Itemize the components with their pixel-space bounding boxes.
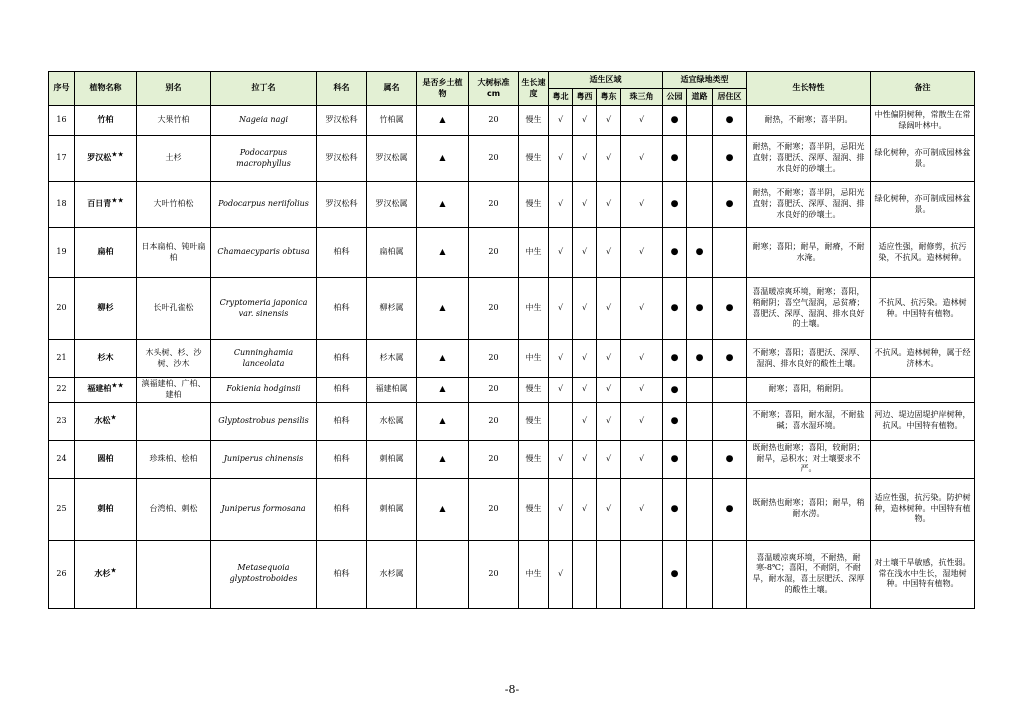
cell-growth: 慢生 xyxy=(519,440,549,478)
cell-green-park: ● xyxy=(663,478,687,540)
cell-region-north: √ xyxy=(549,278,573,340)
cell-no: 19 xyxy=(49,228,75,278)
cell-growth: 慢生 xyxy=(519,182,549,228)
cell-spec: 20 xyxy=(469,136,519,182)
table-row xyxy=(49,540,975,608)
cell-traits: 喜温暖凉爽环境，耐寒；喜阳，稍耐阴；喜空气湿润，忌贫瘠；喜肥沃、深厚、湿润、排水良好的土壤。 xyxy=(747,278,871,340)
col-no: 序号 xyxy=(49,72,75,106)
cell-region-east: √ xyxy=(597,440,621,478)
cell-no: 21 xyxy=(49,340,75,378)
cell-region-west: √ xyxy=(573,182,597,228)
col-name: 植物名称 xyxy=(75,72,137,106)
cell-latin: Podocarpus neriifolius xyxy=(211,182,317,228)
cell-region-west xyxy=(573,540,597,608)
cell-region-north: √ xyxy=(549,106,573,136)
cell-native: ▲ xyxy=(417,402,469,440)
col-green-road: 道路 xyxy=(687,89,713,106)
cell-region-north: √ xyxy=(549,440,573,478)
cell-growth: 中生 xyxy=(519,278,549,340)
table-row xyxy=(49,402,975,440)
cell-green-residential xyxy=(713,228,747,278)
plant-name: 百日青 xyxy=(87,199,112,209)
cell-green-road xyxy=(687,440,713,478)
cell-notes: 适应性强，耐修剪，抗污染，不抗风。造林树种。 xyxy=(871,228,975,278)
table-row xyxy=(49,440,975,478)
cell-green-road xyxy=(687,540,713,608)
cell-notes: 河边、堤边固堤护岸树种，抗风。中国特有植物。 xyxy=(871,402,975,440)
cell-spec: 20 xyxy=(469,478,519,540)
cell-region-prd: √ xyxy=(621,278,663,340)
cell-genus: 竹柏属 xyxy=(367,106,417,136)
cell-region-prd: √ xyxy=(621,440,663,478)
cell-green-residential xyxy=(713,402,747,440)
cell-alias: 台湾柏、刺松 xyxy=(137,478,211,540)
cell-family: 柏科 xyxy=(317,378,367,403)
cell-no: 20 xyxy=(49,278,75,340)
cell-notes: 适应性强，抗污染。防护树种，造林树种。中国特有植物。 xyxy=(871,478,975,540)
col-region-north: 粤北 xyxy=(549,89,573,106)
cell-no: 18 xyxy=(49,182,75,228)
protection-star-icon: ★ xyxy=(110,566,117,575)
cell-green-residential: ● xyxy=(713,440,747,478)
cell-growth: 慢生 xyxy=(519,478,549,540)
cell-green-road xyxy=(687,402,713,440)
plant-name: 扁柏 xyxy=(97,247,114,257)
cell-growth: 慢生 xyxy=(519,106,549,136)
cell-latin: Fokienia hodginsii xyxy=(211,378,317,403)
plant-table xyxy=(48,71,975,609)
table-row xyxy=(49,182,975,228)
table-row xyxy=(49,106,975,136)
cell-no: 23 xyxy=(49,402,75,440)
plant-name: 福建柏 xyxy=(87,384,112,394)
cell-notes xyxy=(871,378,975,403)
protection-star-icon: ★ xyxy=(110,413,117,422)
cell-native xyxy=(417,540,469,608)
cell-notes: 不抗风。造林树种，属于经济林木。 xyxy=(871,340,975,378)
col-region-west: 粤西 xyxy=(573,89,597,106)
cell-notes: 不抗风、抗污染。造林树种。中国特有植物。 xyxy=(871,278,975,340)
cell-growth: 慢生 xyxy=(519,378,549,403)
protection-star-icon: ★★ xyxy=(111,196,124,205)
plant-name: 水松 xyxy=(94,415,111,425)
cell-family: 柏科 xyxy=(317,540,367,608)
cell-region-west: √ xyxy=(573,478,597,540)
cell-growth: 中生 xyxy=(519,340,549,378)
cell-green-park: ● xyxy=(663,440,687,478)
cell-genus: 福建柏属 xyxy=(367,378,417,403)
cell-genus: 扁柏属 xyxy=(367,228,417,278)
table-row xyxy=(49,378,975,403)
col-genus: 属名 xyxy=(367,72,417,106)
cell-region-north: √ xyxy=(549,478,573,540)
cell-region-west: √ xyxy=(573,378,597,403)
cell-region-west: √ xyxy=(573,440,597,478)
cell-family: 罗汉松科 xyxy=(317,136,367,182)
cell-green-park: ● xyxy=(663,540,687,608)
cell-family: 柏科 xyxy=(317,478,367,540)
cell-alias xyxy=(137,402,211,440)
cell-alias: 土杉 xyxy=(137,136,211,182)
cell-growth: 慢生 xyxy=(519,402,549,440)
cell-alias: 大果竹柏 xyxy=(137,106,211,136)
cell-region-prd: √ xyxy=(621,402,663,440)
cell-native: ▲ xyxy=(417,378,469,403)
cell-alias xyxy=(137,540,211,608)
page-number: -8- xyxy=(504,683,520,696)
cell-latin: Cryptomeria japonica var. sinensis xyxy=(211,278,317,340)
plant-name: 刺柏 xyxy=(97,503,114,513)
cell-traits: 不耐寒；喜阳；喜肥沃、深厚、湿润、排水良好的酸性土壤。 xyxy=(747,340,871,378)
table-row xyxy=(49,228,975,278)
cell-green-residential xyxy=(713,540,747,608)
cell-traits: 耐热，不耐寒；喜半阴。 xyxy=(747,106,871,136)
col-notes: 备注 xyxy=(871,72,975,106)
cell-latin: Juniperus chinensis xyxy=(211,440,317,478)
plant-name: 罗汉松 xyxy=(87,153,112,163)
cell-spec: 20 xyxy=(469,378,519,403)
col-latin: 拉丁名 xyxy=(211,72,317,106)
cell-green-residential: ● xyxy=(713,136,747,182)
cell-region-prd xyxy=(621,540,663,608)
cell-green-residential: ● xyxy=(713,478,747,540)
cell-green-road: ● xyxy=(687,278,713,340)
cell-traits: 既耐热也耐寒；喜阳；耐旱，稍耐水涝。 xyxy=(747,478,871,540)
cell-name xyxy=(75,402,137,440)
cell-family: 柏科 xyxy=(317,402,367,440)
cell-name xyxy=(75,106,137,136)
cell-latin: Cunninghamia lanceolata xyxy=(211,340,317,378)
cell-region-prd: √ xyxy=(621,478,663,540)
cell-region-prd: √ xyxy=(621,106,663,136)
cell-latin: Chamaecyparis obtusa xyxy=(211,228,317,278)
cell-green-park: ● xyxy=(663,278,687,340)
cell-family: 柏科 xyxy=(317,278,367,340)
cell-native: ▲ xyxy=(417,278,469,340)
cell-green-road: ● xyxy=(687,228,713,278)
col-green-residential: 居住区 xyxy=(713,89,747,106)
cell-spec: 20 xyxy=(469,106,519,136)
cell-region-west: √ xyxy=(573,278,597,340)
plant-table-sheet xyxy=(48,71,974,609)
cell-alias: 滇福建柏、广柏、建柏 xyxy=(137,378,211,403)
cell-name xyxy=(75,136,137,182)
cell-spec: 20 xyxy=(469,228,519,278)
plant-name: 竹柏 xyxy=(97,115,114,125)
cell-genus: 柳杉属 xyxy=(367,278,417,340)
cell-no: 17 xyxy=(49,136,75,182)
col-traits: 生长特性 xyxy=(747,72,871,106)
cell-region-east: √ xyxy=(597,278,621,340)
cell-growth: 中生 xyxy=(519,228,549,278)
cell-green-park: ● xyxy=(663,340,687,378)
cell-alias: 长叶孔雀松 xyxy=(137,278,211,340)
plant-name: 柳杉 xyxy=(97,303,114,313)
cell-region-east: √ xyxy=(597,378,621,403)
cell-spec: 20 xyxy=(469,540,519,608)
cell-green-park: ● xyxy=(663,402,687,440)
col-spec: 大树标准cm xyxy=(469,72,519,106)
cell-name xyxy=(75,440,137,478)
cell-region-east xyxy=(597,540,621,608)
plant-name: 圆柏 xyxy=(97,453,114,463)
cell-native: ▲ xyxy=(417,182,469,228)
cell-alias: 珍珠柏、桧柏 xyxy=(137,440,211,478)
cell-native: ▲ xyxy=(417,440,469,478)
cell-traits: 不耐寒；喜阳，耐水湿，不耐盐碱；喜水湿环境。 xyxy=(747,402,871,440)
cell-region-north: √ xyxy=(549,182,573,228)
cell-name xyxy=(75,478,137,540)
cell-traits: 耐寒；喜阳；耐旱，耐瘠，不耐水淹。 xyxy=(747,228,871,278)
cell-family: 柏科 xyxy=(317,340,367,378)
cell-region-east: √ xyxy=(597,136,621,182)
cell-green-park: ● xyxy=(663,136,687,182)
cell-region-west: √ xyxy=(573,136,597,182)
cell-green-road xyxy=(687,136,713,182)
cell-growth: 慢生 xyxy=(519,136,549,182)
cell-green-residential: ● xyxy=(713,182,747,228)
cell-native: ▲ xyxy=(417,106,469,136)
cell-region-east: √ xyxy=(597,402,621,440)
cell-region-north: √ xyxy=(549,378,573,403)
cell-notes: 对土壤干旱敏感，抗性弱。常在浅水中生长，湿地树种。中国特有植物。 xyxy=(871,540,975,608)
col-region-prd: 珠三角 xyxy=(621,89,663,106)
cell-genus: 杉木属 xyxy=(367,340,417,378)
table-row xyxy=(49,340,975,378)
cell-notes: 中性偏阴树种，常散生在常绿阔叶林中。 xyxy=(871,106,975,136)
cell-region-east: √ xyxy=(597,182,621,228)
cell-region-north: √ xyxy=(549,136,573,182)
cell-spec: 20 xyxy=(469,340,519,378)
cell-genus: 水杉属 xyxy=(367,540,417,608)
cell-green-road xyxy=(687,182,713,228)
cell-region-prd: √ xyxy=(621,182,663,228)
header-row-1 xyxy=(49,72,975,89)
cell-name xyxy=(75,378,137,403)
cell-no: 22 xyxy=(49,378,75,403)
cell-no: 24 xyxy=(49,440,75,478)
cell-latin: Glyptostrobus pensilis xyxy=(211,402,317,440)
cell-notes xyxy=(871,440,975,478)
col-green-park: 公园 xyxy=(663,89,687,106)
cell-green-residential: ● xyxy=(713,340,747,378)
cell-traits: 耐热，不耐寒；喜半阴，忌阳光直射；喜肥沃、深厚、湿润、排水良好的砂壤土。 xyxy=(747,136,871,182)
col-family: 科名 xyxy=(317,72,367,106)
cell-spec: 20 xyxy=(469,440,519,478)
cell-latin: Juniperus formosana xyxy=(211,478,317,540)
cell-green-road xyxy=(687,478,713,540)
cell-spec: 20 xyxy=(469,402,519,440)
cell-region-prd: √ xyxy=(621,136,663,182)
table-row xyxy=(49,478,975,540)
cell-latin: Podocarpus macrophyllus xyxy=(211,136,317,182)
cell-latin: Metasequoia glyptostroboides xyxy=(211,540,317,608)
cell-family: 柏科 xyxy=(317,440,367,478)
plant-name: 杉木 xyxy=(97,353,114,363)
cell-latin: Nageia nagi xyxy=(211,106,317,136)
cell-green-road xyxy=(687,378,713,403)
cell-region-east: √ xyxy=(597,340,621,378)
cell-region-east: √ xyxy=(597,106,621,136)
cell-green-park: ● xyxy=(663,378,687,403)
col-region-east: 粤东 xyxy=(597,89,621,106)
cell-genus: 罗汉松属 xyxy=(367,182,417,228)
cell-region-north: √ xyxy=(549,540,573,608)
table-row xyxy=(49,136,975,182)
cell-green-park: ● xyxy=(663,182,687,228)
cell-genus: 刺柏属 xyxy=(367,440,417,478)
cell-region-west: √ xyxy=(573,228,597,278)
cell-family: 柏科 xyxy=(317,228,367,278)
protection-star-icon: ★★ xyxy=(111,150,124,159)
cell-no: 26 xyxy=(49,540,75,608)
cell-region-prd: √ xyxy=(621,228,663,278)
cell-green-road xyxy=(687,106,713,136)
cell-genus: 罗汉松属 xyxy=(367,136,417,182)
col-native: 是否乡土植物 xyxy=(417,72,469,106)
cell-traits: 既耐热也耐寒；喜阳，较耐阴；耐旱，忌积水；对土壤要求不严。 xyxy=(747,440,871,478)
cell-name xyxy=(75,540,137,608)
cell-native: ▲ xyxy=(417,136,469,182)
cell-green-park: ● xyxy=(663,228,687,278)
cell-no: 16 xyxy=(49,106,75,136)
col-green-group: 适宜绿地类型 xyxy=(663,72,747,89)
cell-native: ▲ xyxy=(417,228,469,278)
col-growth: 生长速度 xyxy=(519,72,549,106)
cell-native: ▲ xyxy=(417,340,469,378)
cell-alias: 木头树、杉、沙树、沙木 xyxy=(137,340,211,378)
cell-alias: 日本扁柏、钝叶扁柏 xyxy=(137,228,211,278)
protection-star-icon: ★★ xyxy=(111,381,124,390)
cell-region-north: √ xyxy=(549,340,573,378)
cell-region-west: √ xyxy=(573,402,597,440)
cell-name xyxy=(75,340,137,378)
cell-name xyxy=(75,278,137,340)
cell-spec: 20 xyxy=(469,278,519,340)
cell-region-east: √ xyxy=(597,478,621,540)
cell-family: 罗汉松科 xyxy=(317,106,367,136)
cell-green-park: ● xyxy=(663,106,687,136)
cell-region-prd: √ xyxy=(621,378,663,403)
cell-spec: 20 xyxy=(469,182,519,228)
cell-genus: 水松属 xyxy=(367,402,417,440)
cell-green-residential: ● xyxy=(713,278,747,340)
cell-region-east: √ xyxy=(597,228,621,278)
cell-notes: 绿化树种，亦可制成园林盆景。 xyxy=(871,136,975,182)
cell-region-west: √ xyxy=(573,340,597,378)
cell-name xyxy=(75,182,137,228)
col-alias: 别名 xyxy=(137,72,211,106)
cell-family: 罗汉松科 xyxy=(317,182,367,228)
cell-native: ▲ xyxy=(417,478,469,540)
cell-name xyxy=(75,228,137,278)
cell-green-residential xyxy=(713,378,747,403)
cell-traits: 耐热，不耐寒；喜半阴，忌阳光直射；喜肥沃、深厚、湿润、排水良好的砂壤土。 xyxy=(747,182,871,228)
cell-notes: 绿化树种，亦可制成园林盆景。 xyxy=(871,182,975,228)
cell-genus: 刺柏属 xyxy=(367,478,417,540)
cell-region-west: √ xyxy=(573,106,597,136)
cell-green-residential: ● xyxy=(713,106,747,136)
cell-no: 25 xyxy=(49,478,75,540)
cell-growth: 中生 xyxy=(519,540,549,608)
cell-green-road: ● xyxy=(687,340,713,378)
col-region-group: 适生区域 xyxy=(549,72,663,89)
cell-region-prd: √ xyxy=(621,340,663,378)
cell-region-north: √ xyxy=(549,228,573,278)
cell-traits: 耐寒；喜阳，稍耐阴。 xyxy=(747,378,871,403)
plant-name: 水杉 xyxy=(94,568,111,578)
table-row xyxy=(49,278,975,340)
cell-region-north xyxy=(549,402,573,440)
cell-alias: 大叶竹柏松 xyxy=(137,182,211,228)
cell-traits: 喜温暖凉爽环境，不耐热，耐寒-8℃；喜阳，不耐阴，不耐旱，耐水湿，喜土层肥沃、深厚的酸性土壤。 xyxy=(747,540,871,608)
